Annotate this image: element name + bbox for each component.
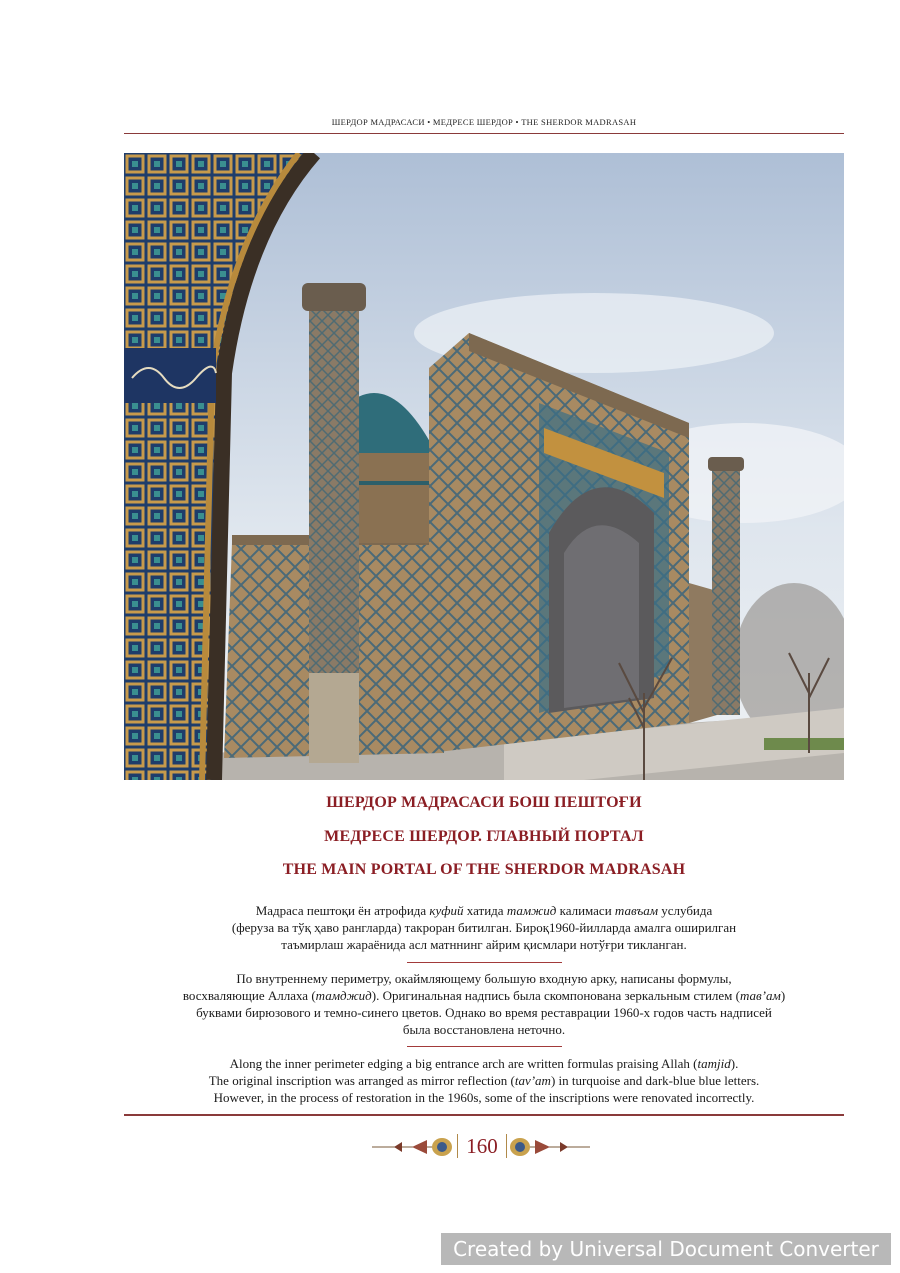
paragraph-line: буквами бирюзового и темно-синего цветов. Однако во время реставрации 1960-х годов часть надписей (196, 1005, 772, 1020)
caption-russian: МЕДРЕСЕ ШЕРДОР. ГЛАВНЫЙ ПОРТАЛ (324, 828, 644, 845)
caption-english: THE MAIN PORTAL OF THE SHERDOR MADRASAH (282, 861, 686, 878)
text-run: ). Оригинальная надпись была скомпонована зеркальным стилем ( (371, 988, 740, 1003)
paragraph-russian (130, 970, 838, 1038)
text-run: The original inscription was arranged as mirror reflection ( (208, 1073, 515, 1088)
text-run: ) (780, 988, 786, 1003)
text-run: ) in turquoise and dark-blue blue letters. (550, 1073, 760, 1088)
caption-uzbek: ШЕРДОР МАДРАСАСИ БОШ ПЕШТОҒИ (326, 794, 642, 811)
italic-term: куфий (429, 903, 464, 918)
sherdor-madrasah-photo (124, 153, 844, 780)
separator (407, 962, 562, 963)
paragraph-line: However, in the process of restoration in the 1960s, some of the inscriptions were renovated incorrectly. (213, 1090, 755, 1105)
paragraph-line: таъмирлаш жараёнида асл матннинг айрим қисмлари нотўғри тикланган. (281, 937, 687, 952)
paragraph-line (130, 902, 838, 919)
paragraph-line: была восстановлена неточно. (402, 1022, 566, 1037)
page-number-ornament (372, 1132, 590, 1162)
paragraph-line: (феруза ва тўқ ҳаво рангларда) такроран битилган. Бироқ1960-йилларда амалга оширилган (231, 920, 737, 935)
header-rule (124, 133, 844, 134)
paragraph-uzbek (130, 902, 838, 953)
italic-term: tamjid (697, 1056, 731, 1071)
watermark-banner: Created by Universal Document Converter (441, 1233, 891, 1265)
italic-term: тав’ам (739, 988, 781, 1003)
text-run: Мадраса пештоқи ён атрофида (255, 903, 430, 918)
running-header: ШЕРДОР МАДРАСАСИ • МЕДРЕСЕ ШЕРДОР • THE SHERDOR MADRASAH (331, 117, 637, 127)
paragraph-line (130, 987, 838, 1004)
text-run: калимаси (556, 903, 615, 918)
page-number: 160 (457, 1134, 507, 1158)
italic-term: тамжид (506, 903, 557, 918)
text-run: ). (730, 1056, 739, 1071)
paragraph-line (130, 1072, 838, 1089)
italic-term: tav’am (514, 1073, 551, 1088)
paragraph-line: По внутреннему периметру, окаймляющему большую входную арку, написаны формулы, (236, 971, 732, 986)
footer-rule (124, 1114, 844, 1116)
italic-term: тамджид (315, 988, 372, 1003)
text-run: услубида (657, 903, 713, 918)
text-run: Along the inner perimeter edging a big entrance arch are written formulas praising Allah ( (229, 1056, 698, 1071)
separator (407, 1046, 562, 1047)
text-run: восхваляющие Аллаха ( (182, 988, 316, 1003)
paragraph-line (130, 1055, 838, 1072)
text-run: хатида (463, 903, 507, 918)
italic-term: тавъам (614, 903, 658, 918)
paragraph-english (130, 1055, 838, 1106)
